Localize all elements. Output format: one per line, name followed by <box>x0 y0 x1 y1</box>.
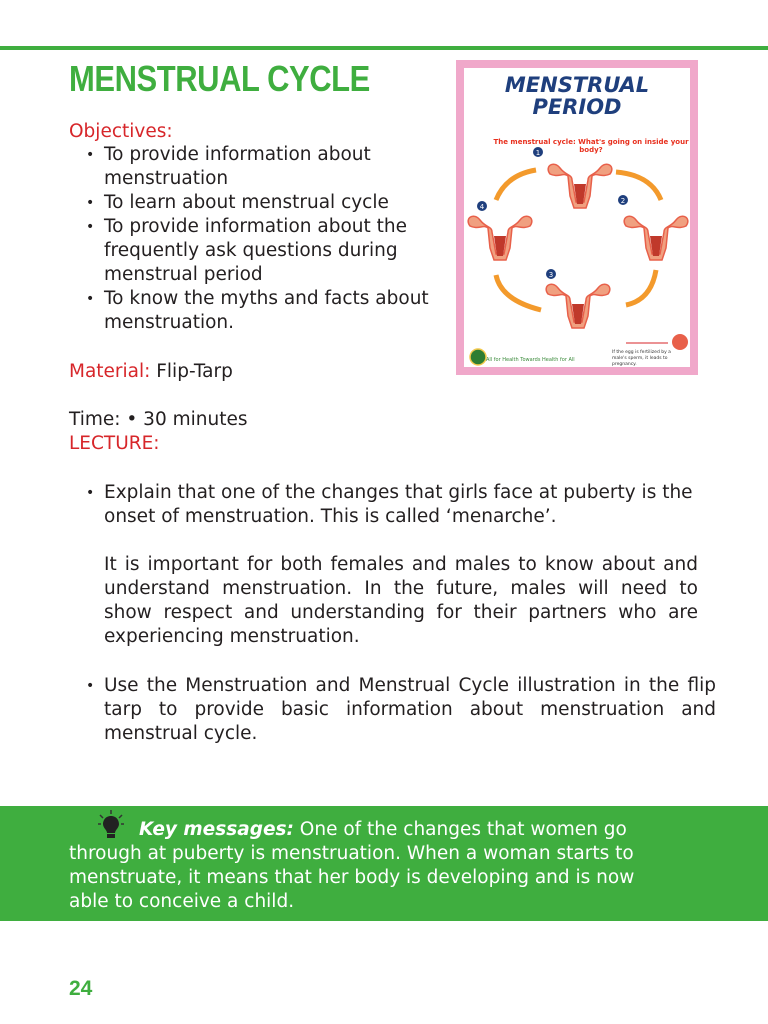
material-line <box>69 360 233 384</box>
page-title: MENSTRUAL CYCLE <box>69 58 370 99</box>
menstrual-cycle-diagram <box>456 60 698 375</box>
time-line: Time: • 30 minutes <box>69 409 248 430</box>
objectives-list <box>86 143 456 335</box>
step-number: 4 <box>479 203 485 211</box>
step-number: 1 <box>535 149 541 157</box>
pregnancy-icon <box>672 334 688 350</box>
cycle-arrow <box>496 275 541 310</box>
cycle-arrow <box>496 170 536 200</box>
step-number: 2 <box>620 197 626 205</box>
objectives-label: Objectives: <box>69 121 173 142</box>
poster-title: PERIOD <box>532 95 622 119</box>
poster-note: If the egg is fertilized by a male's sperm, it leads to pregnancy. <box>612 350 671 367</box>
step-number: 3 <box>548 271 554 279</box>
lecture-paragraph: • Use the Menstruation and Menstrual Cycle illustration in the flip tarp to provide basic information about menstruation and menstrual cycle. <box>86 674 716 746</box>
poster-subtitle: The menstrual cycle: What's going on inside your body? <box>493 138 689 154</box>
top-rule <box>0 46 768 50</box>
objective-item: • To learn about menstrual cycle <box>86 191 456 215</box>
key-messages-text <box>69 818 669 914</box>
uterus-stage-4 <box>468 216 532 260</box>
page-number: 24 <box>69 977 93 1000</box>
poster-title: MENSTRUAL <box>504 73 650 97</box>
uterus-stage-2 <box>624 216 688 260</box>
cycle-arrow <box>626 270 656 305</box>
objective-item: • To know the myths and facts about menstruation. <box>86 287 456 335</box>
uterus-stage-1 <box>548 164 612 208</box>
poster-footer: All for Health Towards Health for All <box>486 357 575 363</box>
key-messages-label: Key messages: <box>139 819 294 840</box>
key-messages-body: One of the changes that women go through at puberty is menstruation. When a woman starts to menstruate, it means that her body is developing and is now able to conceive a child. <box>69 819 635 912</box>
lecture-label: LECTURE: <box>69 433 160 454</box>
lecture-paragraph: • Explain that one of the changes that girls face at puberty is the onset of menstruation. This is called ‘menarche’. <box>86 481 716 529</box>
lecture-paragraph: It is important for both females and males to know about and understand menstruation. In the future, males will need to show respect and understanding for their partners who are experiencing menstruation. <box>104 554 698 647</box>
material-label: Material: <box>69 361 151 382</box>
material-value: Flip-Tarp <box>156 361 233 382</box>
uterus-stage-3 <box>546 284 610 328</box>
ministry-logo-icon <box>470 349 486 365</box>
objective-item: • To provide information about menstruation <box>86 143 456 191</box>
objective-item: • To provide information about the frequently ask questions during menstrual period <box>86 215 456 287</box>
